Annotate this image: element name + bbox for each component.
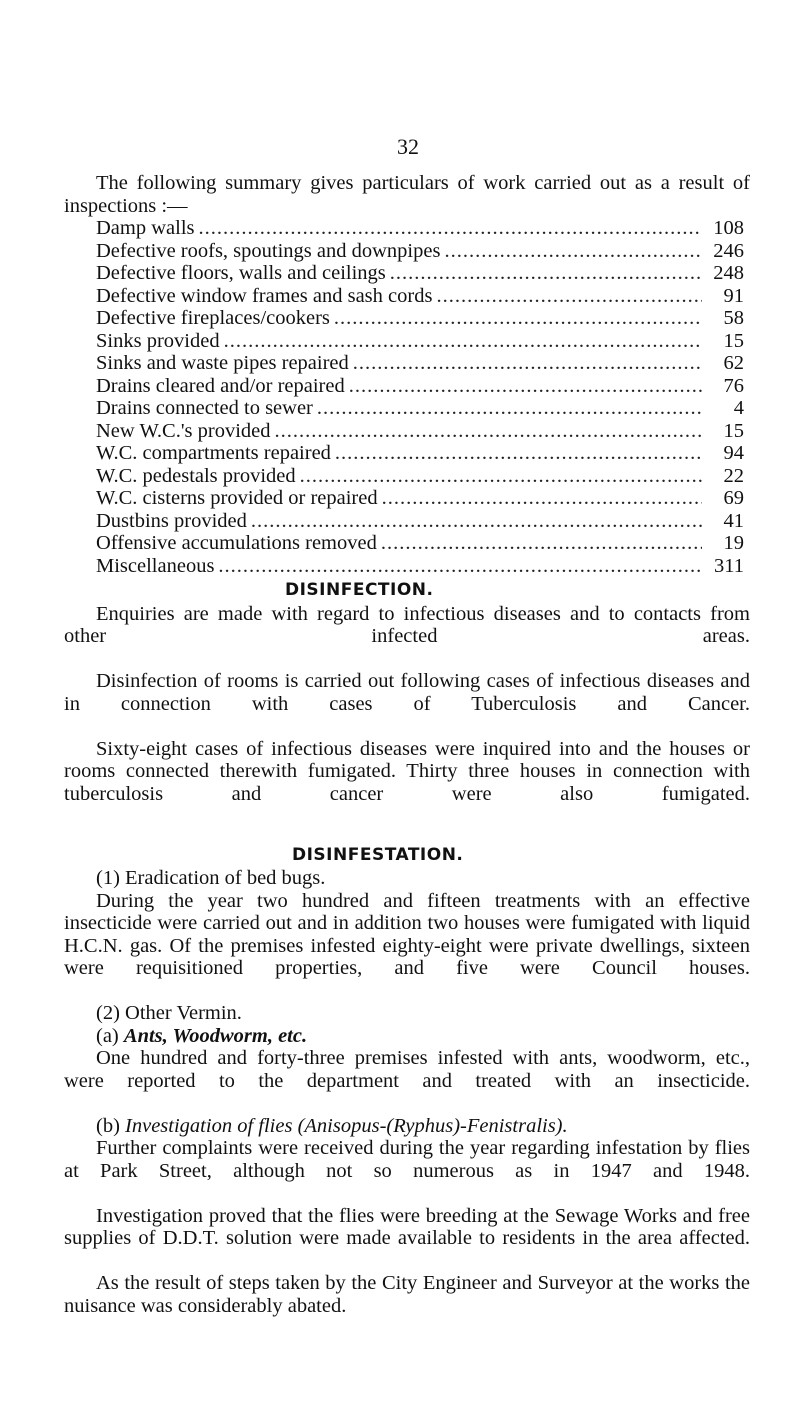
table-row: [96, 532, 744, 555]
row-label: Sinks and waste pipes repaired: [96, 352, 349, 374]
table-row: [96, 352, 744, 375]
disinfection-paragraph: Enquiries are made with regard to infectious diseases and to contacts from other infected areas.: [64, 602, 750, 647]
table-row: [96, 420, 744, 443]
row-value: 108: [713, 217, 744, 239]
dot-leader: [349, 352, 702, 375]
row-value: 246: [713, 239, 744, 262]
row-value: 15: [723, 329, 744, 352]
dot-leader: [296, 465, 702, 488]
row-label: Damp walls: [96, 217, 195, 239]
intro-text: The following summary gives particulars of work carried out as a result of inspections :—: [64, 172, 750, 217]
disinfestation-paragraph: During the year two hundred and fifteen treatments with an effective insecticide were carried out and in addition two houses were fumigated with liquid H.C.N. gas. Of the premises infested eighty-eight were private dwellings, sixteen were requisitioned properties, and five were Council houses.: [64, 889, 750, 979]
row-label: Miscellaneous: [96, 554, 215, 577]
row-value: 62: [723, 352, 744, 374]
disinfection-paragraph: Disinfection of rooms is carried out following cases of infectious diseases and in connection with cases of Tuberculosis and Cancer.: [64, 670, 750, 715]
dot-leader: [214, 555, 702, 578]
row-value: 58: [723, 307, 744, 329]
disinfestation-paragraph: Investigation proved that the flies were breeding at the Sewage Works and free supplies of D.D.T. solution were made available to residents in the area affected.: [64, 1204, 750, 1249]
disinfestation-paragraph: One hundred and forty-three premises infested with ants, woodworm, etc., were reported to the department and treated with an insecticide.: [64, 1047, 750, 1092]
dot-leader: [386, 262, 702, 285]
row-value: 22: [723, 464, 744, 487]
subsection-flies: [64, 1115, 750, 1138]
row-label: Defective window frames and sash cords: [96, 284, 433, 307]
table-row: [96, 307, 744, 330]
dot-leader: [247, 510, 702, 533]
table-row: [96, 442, 744, 465]
table-row: [96, 487, 744, 510]
row-label: Sinks provided: [96, 329, 220, 352]
table-row: [96, 285, 744, 308]
row-value: 248: [713, 262, 744, 284]
row-value: 91: [723, 284, 744, 307]
subsection-ants: [64, 1025, 750, 1048]
row-value: 41: [723, 509, 744, 532]
subsection-prefix: (b): [96, 1114, 120, 1137]
row-label: Defective fireplaces/cookers: [96, 307, 330, 329]
section-item-other-vermin: (2) Other Vermin.: [96, 1002, 242, 1024]
dot-leader: [195, 217, 703, 240]
table-row: [96, 240, 744, 263]
disinfestation-paragraph: Further complaints were received during the year regarding infestation by flies at Park Street, although not so numerous as in 1947 and 1948.: [64, 1137, 750, 1182]
dot-leader: [440, 240, 702, 263]
dot-leader: [432, 285, 702, 308]
row-label: Defective floors, walls and ceilings: [96, 262, 386, 284]
row-value: 76: [723, 374, 744, 397]
subsection-title: Ants, Woodworm, etc.: [123, 1024, 308, 1047]
dot-leader: [378, 487, 702, 510]
subsection-prefix: (a): [96, 1024, 119, 1047]
table-row: [96, 555, 744, 578]
row-value: 69: [723, 487, 744, 509]
table-row: [96, 217, 744, 240]
subsection-title: Investigation of flies: [125, 1114, 293, 1137]
row-value: 19: [723, 532, 744, 554]
inspections-table: [96, 217, 744, 577]
dot-leader: [345, 375, 702, 398]
species-name: (Anisopus-(Ryphus)-Fenistralis).: [297, 1114, 568, 1137]
row-label: New W.C.'s provided: [96, 419, 271, 442]
row-label: Drains cleared and/or repaired: [96, 374, 345, 397]
row-value: 94: [723, 442, 744, 464]
disinfection-paragraph: Sixty-eight cases of infectious diseases were inquired into and the houses or rooms connected therewith fumigated. Thirty three houses in connection with tuberculosis and cancer were also fumigated.: [64, 737, 750, 805]
table-row: [96, 465, 744, 488]
dot-leader: [220, 330, 702, 353]
disinfestation-heading: DISINFESTATION.: [292, 844, 464, 865]
row-label: Drains connected to sewer: [96, 397, 313, 419]
table-row: [96, 330, 744, 353]
page-number: 32: [397, 134, 419, 159]
row-value: 4: [733, 397, 744, 419]
disinfection-heading: DISINFECTION.: [285, 580, 434, 600]
disinfestation-paragraph: As the result of steps taken by the City Engineer and Surveyor at the works the nuisance was considerably abated.: [64, 1272, 750, 1317]
row-label: W.C. pedestals provided: [96, 464, 296, 487]
table-row: [96, 510, 744, 533]
row-label: Defective roofs, spoutings and downpipes: [96, 239, 441, 262]
dot-leader: [377, 532, 702, 555]
table-row: [96, 375, 744, 398]
section-item-bed-bugs: (1) Eradication of bed bugs.: [96, 867, 326, 889]
dot-leader: [330, 307, 702, 330]
dot-leader: [313, 397, 702, 420]
row-value: 15: [723, 419, 744, 442]
table-row: [96, 397, 744, 420]
row-label: Dustbins provided: [96, 509, 247, 532]
row-label: W.C. compartments repaired: [96, 442, 331, 464]
table-row: [96, 262, 744, 285]
dot-leader: [271, 420, 702, 443]
row-value: 311: [714, 554, 744, 577]
row-label: W.C. cisterns provided or repaired: [96, 487, 378, 509]
dot-leader: [331, 442, 702, 465]
page-content: [64, 172, 750, 1317]
row-label: Offensive accumulations removed: [96, 532, 377, 554]
